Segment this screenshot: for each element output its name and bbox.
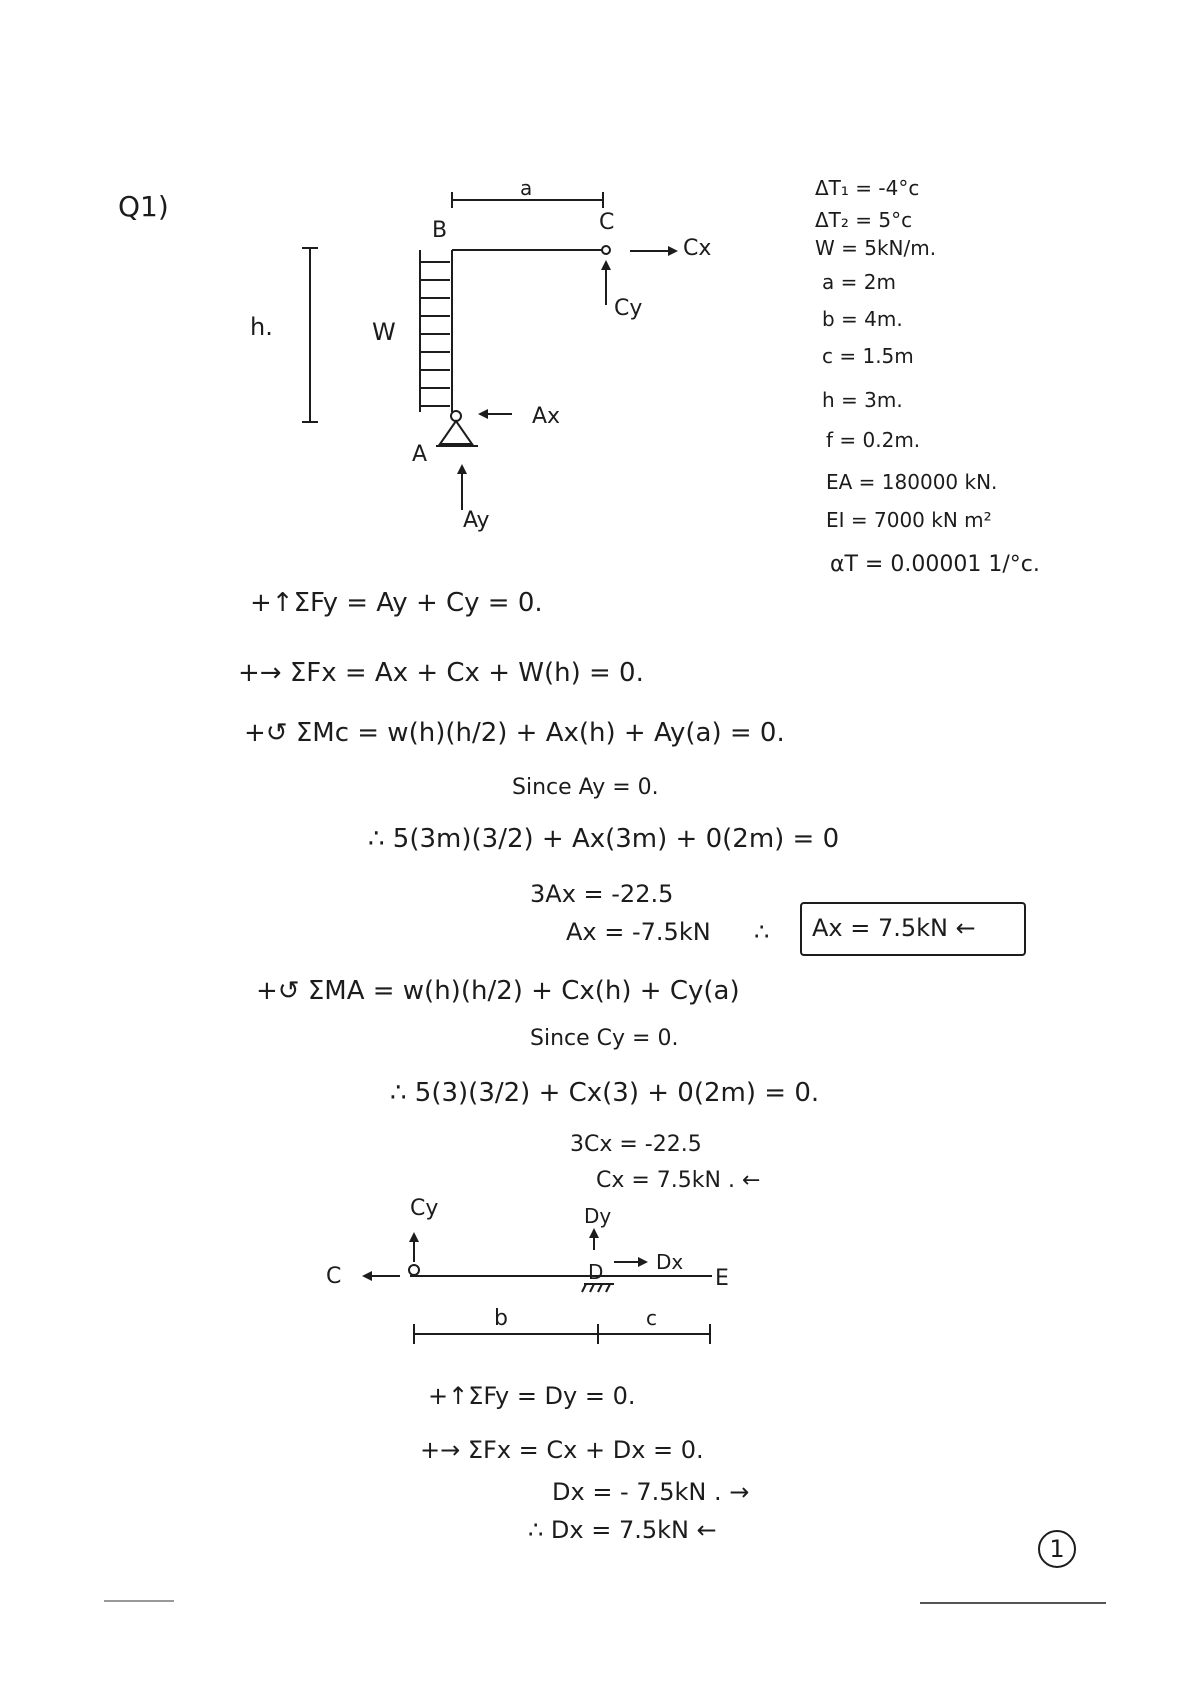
beam-label-b: b [494,1306,508,1331]
given-b: b = 4m. [822,307,903,331]
eq-sub-mc: ∴ 5(3m)(3/2) + Ax(3m) + 0(2m) = 0 [368,824,840,854]
beam-eq-sum-fx: +→ ΣFx = Cx + Dx = 0. [420,1436,704,1464]
label-cy: Cy [614,296,643,321]
label-w: W [372,318,396,346]
hinge-c-beam [409,1265,419,1275]
support-d-hatch-4 [606,1284,610,1292]
given-c: c = 1.5m [822,344,914,368]
label-h: h. [250,313,273,341]
beam-label-c-dim: c [646,1306,657,1330]
beam-label-c: C [326,1264,342,1289]
question-label: Q1) [118,190,169,223]
given-f: f = 0.2m. [826,428,921,452]
label-ay: Ay [463,508,490,533]
answer-ax: Ax = 7.5kN ← [812,914,976,942]
eq-sum-mc: +↺ ΣMc = w(h)(h/2) + Ax(h) + Ay(a) = 0. [244,718,785,748]
given-dt2: ΔT₂ = 5°c [815,208,913,232]
dy-arrowhead [589,1228,599,1238]
beam-label-d: D [588,1260,604,1284]
given-dt1: ΔT₁ = -4°c [815,176,920,200]
eq-sum-fy: +↑ΣFy = Ay + Cy = 0. [250,588,543,618]
label-cx: Cx [683,236,712,261]
support-d-hatch-2 [590,1284,594,1292]
c-arrowhead [362,1271,372,1281]
given-a: a = 2m [822,270,896,294]
given-w: W = 5kN/m. [815,236,937,260]
given-ea: EA = 180000 kN. [826,470,998,494]
label-ax: Ax [532,404,561,429]
beam-label-dx: Dx [656,1250,684,1274]
support-d-hatch-1 [582,1284,586,1292]
given-h: h = 3m. [822,388,903,412]
footer-rule-left [104,1600,174,1602]
eq-since-ay: Since Ay = 0. [512,775,659,800]
beam-label-dy: Dy [584,1204,612,1228]
beam-eq-dx-val: Dx = - 7.5kN . → [552,1478,750,1506]
footer-rule-right [920,1602,1106,1604]
eq-three-cx: 3Cx = -22.5 [570,1132,702,1157]
dx-arrowhead [638,1257,648,1267]
page-number: 1 [1038,1530,1076,1568]
eq-cx-val: Cx = 7.5kN . ← [596,1168,761,1193]
label-node-a: A [412,442,428,467]
eq-since-cy: Since Cy = 0. [530,1026,679,1051]
support-d-hatch-3 [598,1284,602,1292]
label-b: B [432,218,448,243]
eq-sum-fx: +→ ΣFx = Ax + Cx + W(h) = 0. [238,658,644,688]
beam-label-e: E [715,1266,729,1291]
eq-sum-ma: +↺ ΣMA = w(h)(h/2) + Cx(h) + Cy(a) [256,976,740,1006]
beam-label-cy: Cy [410,1196,439,1221]
label-c: C [599,210,615,235]
given-ei: EI = 7000 kN m² [826,508,992,532]
eq-three-ax: 3Ax = -22.5 [530,880,674,908]
beam-eq-dx-final: ∴ Dx = 7.5kN ← [528,1516,717,1544]
label-a: a [520,176,533,200]
eq-therefore: ∴ [754,918,770,946]
beam-eq-sum-fy: +↑ΣFy = Dy = 0. [428,1382,636,1410]
eq-sub-ma: ∴ 5(3)(3/2) + Cx(3) + 0(2m) = 0. [390,1078,820,1108]
cy-beam-arrowhead [409,1232,419,1242]
given-alpha: αT = 0.00001 1/°c. [830,552,1040,577]
eq-ax-val: Ax = -7.5kN [566,918,711,946]
